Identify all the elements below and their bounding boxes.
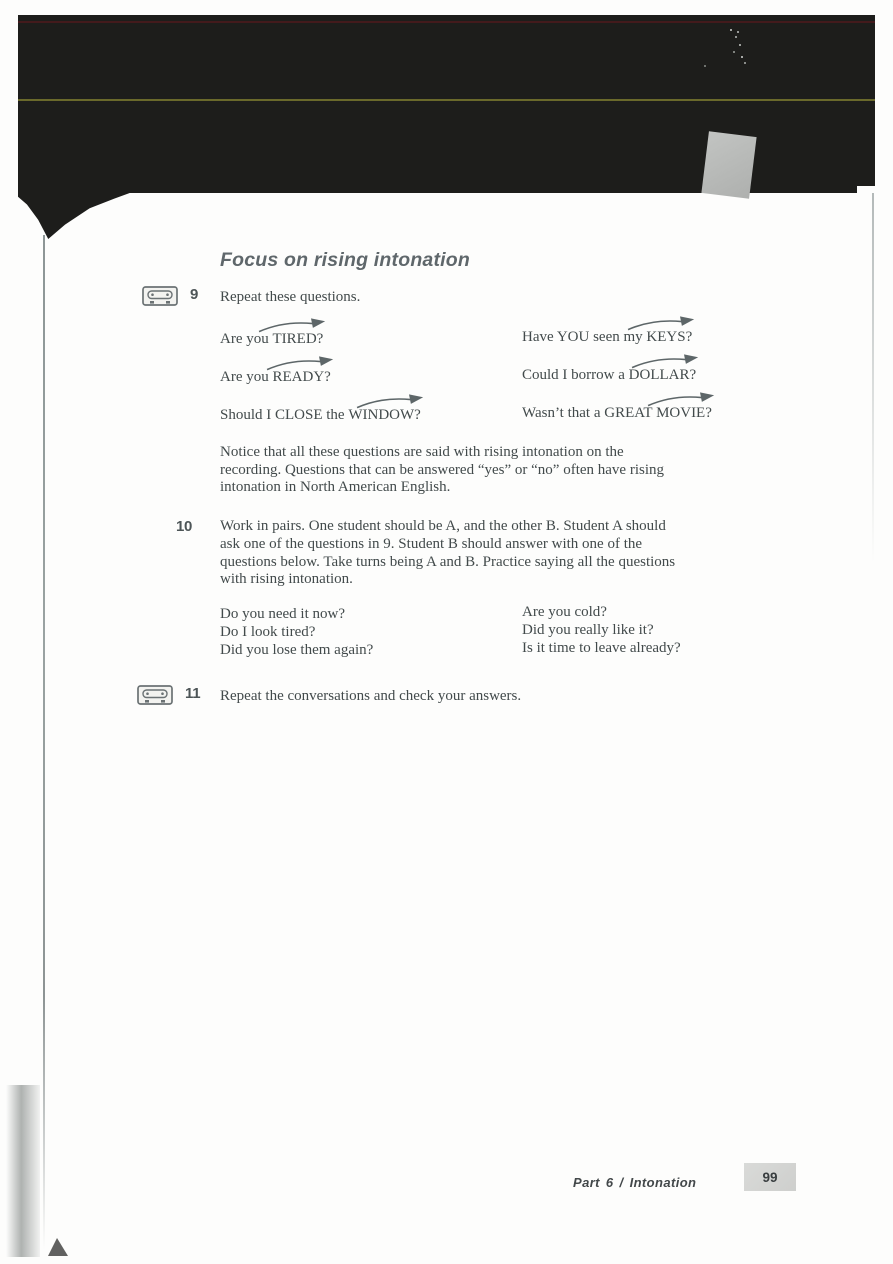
question-item (220, 407, 421, 424)
answer-item: Is it time to leave already? (522, 640, 681, 657)
answer-item: Do I look tired? (220, 624, 316, 641)
rising-intonation-arrow (253, 317, 335, 334)
stressed-word (273, 331, 324, 348)
question-text: Have YOU seen my (522, 329, 647, 345)
stressed-word (273, 369, 331, 386)
exercise-number: 10 (176, 518, 193, 535)
band-olive-line (18, 99, 875, 101)
page-number-badge (744, 1163, 796, 1191)
footer-section-label: Part 6 / Intonation (573, 1175, 697, 1190)
bottom-corner-mark (48, 1238, 68, 1256)
exercise-9-instruction: Repeat these questions. (220, 289, 361, 305)
answer-item: Did you really like it? (522, 622, 654, 639)
section-heading: Focus on rising intonation (220, 249, 471, 271)
stressed-word (656, 405, 712, 422)
exercise-11-instruction: Repeat the conversations and check your answers. (220, 688, 522, 704)
stressed-word-text: TIRED? (272, 331, 324, 347)
answer-item: Are you cold? (522, 604, 607, 620)
page-number: 99 (762, 1169, 778, 1185)
stressed-word-text: MOVIE? (656, 405, 712, 421)
page-corner-shadow (18, 191, 130, 239)
rising-intonation-arrow (626, 353, 708, 370)
question-item (220, 331, 323, 348)
rising-intonation-arrow (642, 391, 724, 408)
exercise-number: 11 (185, 685, 201, 702)
exercise-9-marker (142, 286, 198, 306)
notice-paragraph (220, 444, 664, 497)
stressed-word-text: READY? (272, 369, 331, 385)
rising-intonation-arrow (261, 355, 343, 372)
cassette-tape-icon (142, 286, 178, 306)
exercise-11-marker (137, 685, 200, 705)
stressed-word-text: KEYS? (646, 329, 693, 345)
paragraph-line: ask one of the questions in 9. Student B should answer with one of the (220, 535, 643, 552)
stressed-word (646, 329, 692, 346)
answer-item: Do you need it now? (220, 606, 345, 622)
question-item (522, 367, 696, 384)
paragraph-line: recording. Questions that can be answered “yes” or “no” often have rising (220, 461, 665, 478)
stressed-word (348, 407, 420, 424)
exercise-10-instruction (220, 518, 675, 589)
band-red-line (18, 21, 875, 23)
page-left-edge (43, 235, 45, 1250)
answer-item: Did you lose them again? (220, 642, 374, 659)
paragraph-line: Work in pairs. One student should be A, and the other B. Student A should (220, 518, 666, 534)
page-tab-sticker (701, 131, 756, 198)
band-corner-step (857, 186, 877, 194)
paragraph-line: questions below. Take turns being A and B. Practice saying all the questions (220, 553, 676, 570)
question-text: Should I CLOSE the (220, 407, 349, 423)
dust-speckles (730, 29, 732, 31)
rising-intonation-arrow (622, 315, 704, 332)
cassette-tape-icon (137, 685, 173, 705)
answer-list-right (522, 603, 681, 658)
paragraph-line: intonation in North American English. (220, 479, 451, 496)
page-right-edge (872, 193, 874, 563)
binding-shadow (6, 1085, 40, 1257)
question-text: Wasn’t that a GREAT (522, 405, 657, 421)
question-item (522, 405, 712, 422)
stressed-word (629, 367, 697, 384)
answer-list-left (220, 605, 373, 660)
question-text: Are you (220, 331, 273, 347)
question-item (522, 329, 692, 346)
paragraph-line: Notice that all these questions are said with rising intonation on the (220, 444, 624, 460)
rising-intonation-arrow (351, 393, 433, 410)
scan-black-band (18, 15, 875, 193)
question-text: Are you (220, 369, 273, 385)
question-item (220, 369, 331, 386)
exercise-number: 9 (190, 286, 199, 303)
question-text: Could I borrow a (522, 367, 629, 383)
stressed-word-text: DOLLAR? (628, 367, 697, 383)
paragraph-line: with rising intonation. (220, 571, 353, 588)
stressed-word-text: WINDOW? (348, 407, 421, 423)
